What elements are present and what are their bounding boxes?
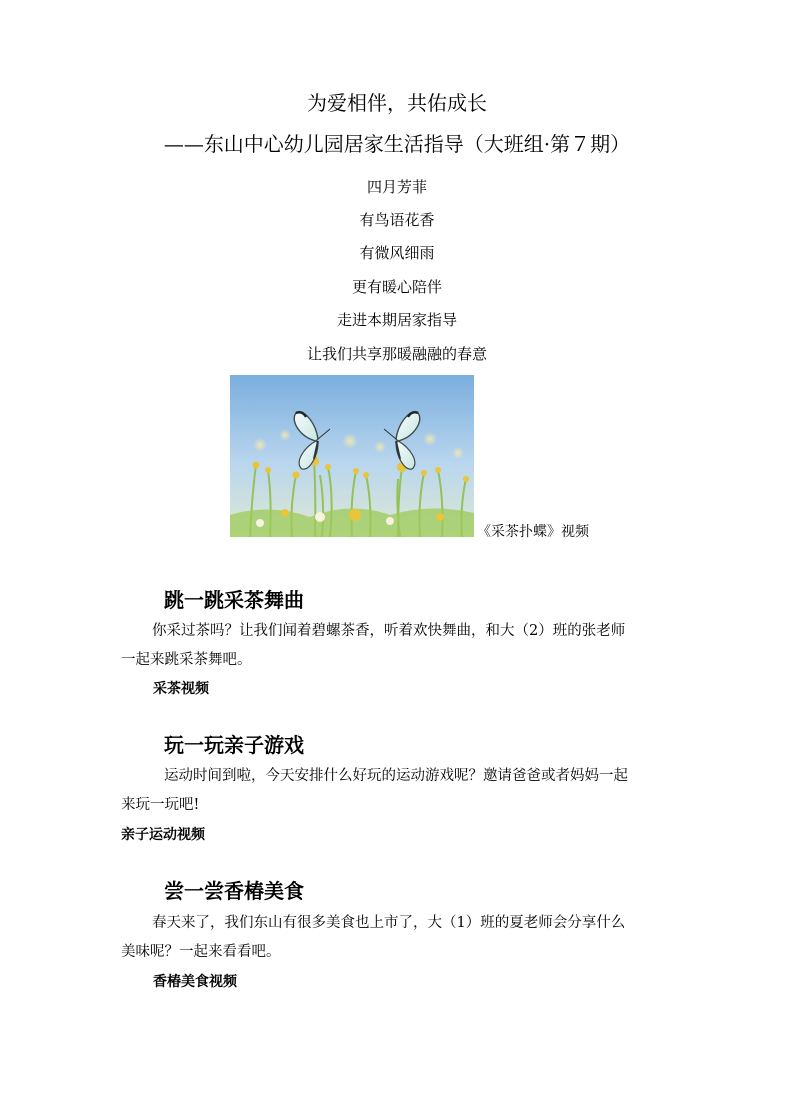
section-text-line: 一起来跳采茶舞吧。 [121,652,252,668]
section-text-line: 来玩一玩吧! [121,797,200,813]
section-heading-toon-food: 尝一尝香椿美食 [164,879,304,903]
photo-caption: 《采茶扑蝶》视频 [477,524,589,540]
section-text-line: 你采过茶吗？让我们闻着碧螺茶香，听着欢快舞曲，和大（2）班的张老师 [152,623,626,639]
document-title: 为爱相伴，共佑成长 [307,91,487,115]
document-subtitle: ——东山中心幼儿园居家生活指导（大班组·第７期） [163,132,631,156]
section-text-line: 运动时间到啦，今天安排什么好玩的运动游戏呢？邀请爸爸或者妈妈一起 [164,768,628,784]
section-text-line: 美味呢？一起来看看吧。 [121,944,281,960]
section-heading-parent-child-game: 玩一玩亲子游戏 [164,733,304,757]
video-link-tea[interactable]: 采茶视频 [153,681,209,697]
video-link-exercise[interactable]: 亲子运动视频 [121,827,205,843]
poem-line: 走进本期居家指导 [336,311,457,329]
butterfly-photo-icon[interactable] [230,375,474,537]
poem-line: 有微风细雨 [359,244,435,262]
poem-line: 让我们共享那暖融融的春意 [306,345,487,363]
poem-line: 四月芳菲 [366,178,427,196]
video-link-food[interactable]: 香椿美食视频 [153,974,237,990]
poem-line: 有鸟语花香 [359,211,435,229]
section-text-line: 春天来了，我们东山有很多美食也上市了，大（1）班的夏老师会分享什么 [152,915,626,931]
poem-line: 更有暖心陪伴 [351,278,442,296]
section-heading-tea-dance: 跳一跳采茶舞曲 [164,588,304,612]
